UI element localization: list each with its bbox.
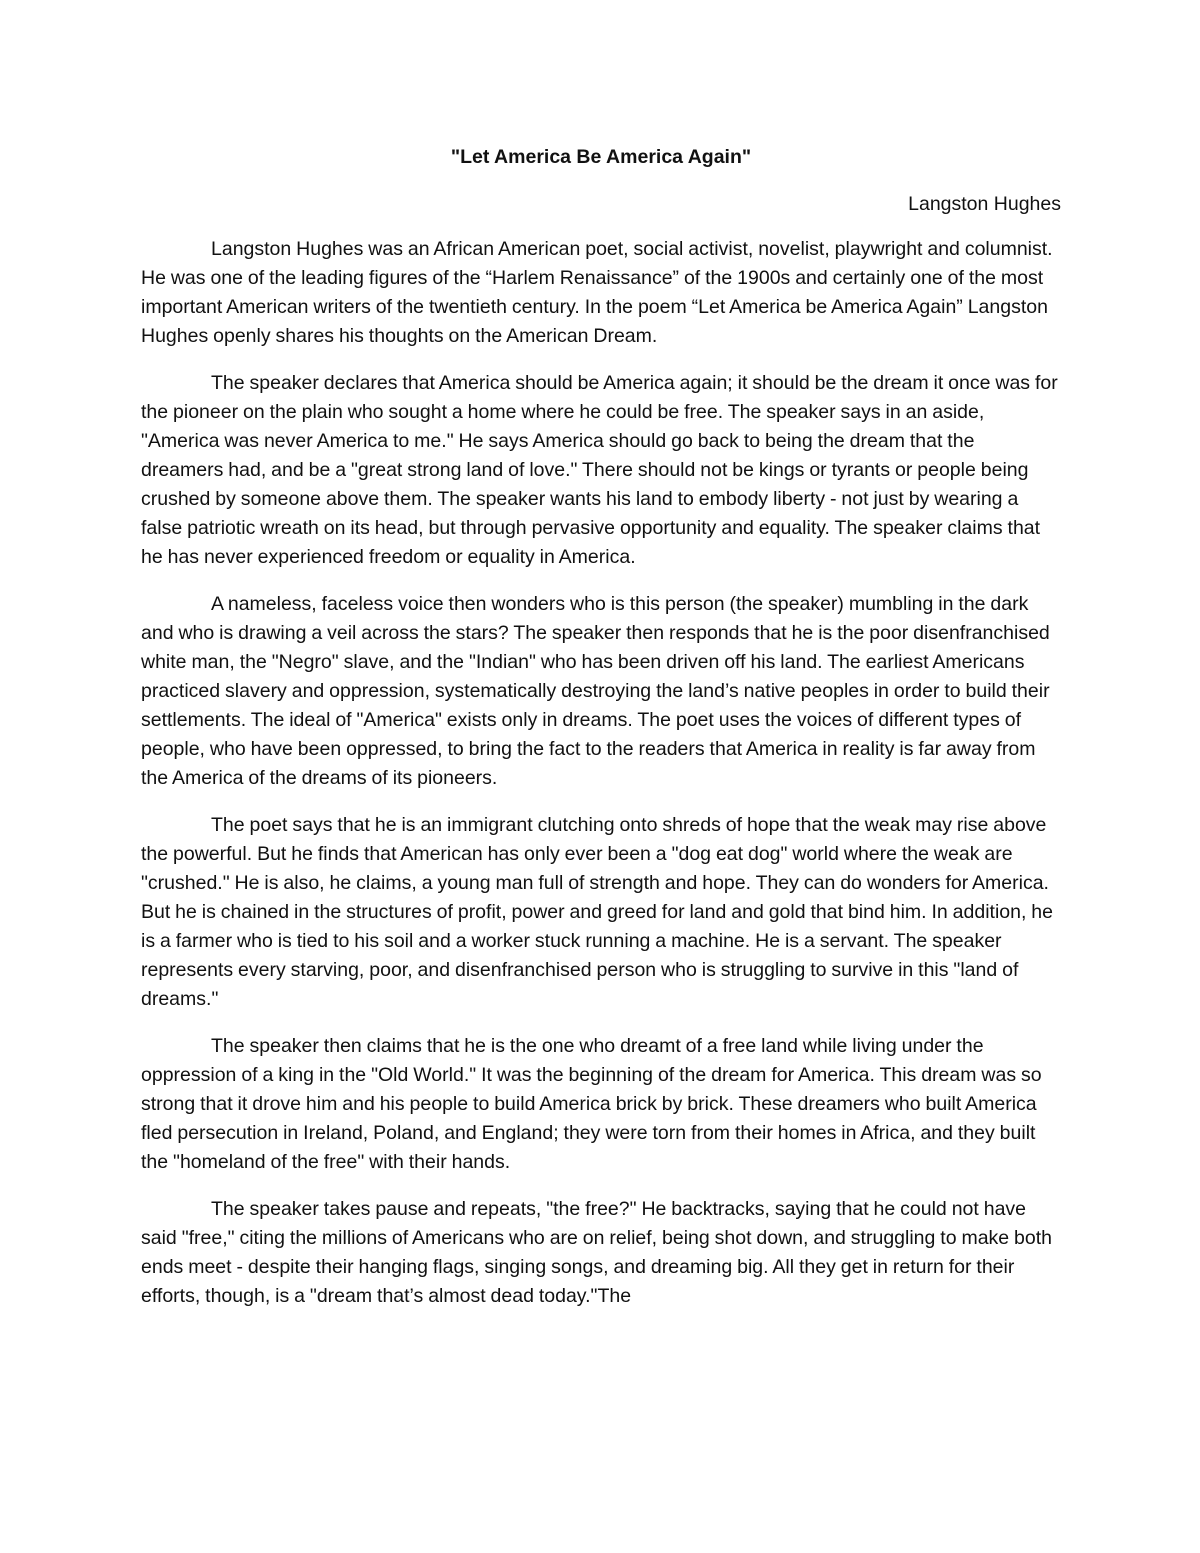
paragraph-speaker-declares: The speaker declares that America should be America again; it should be the dream it once was for the pioneer on the plain who sought a home where he could be free. The speaker says in an aside, "America was never America to me." He says America should go back to being the dream that the dreamers had, and be a "great strong land of love." There should not be kings or tyrants or people being crushed by someone above them. The speaker wants his land to embody liberty - not just by wearing a false patriotic wreath on its head, but through pervasive opportunity and equality. The speaker claims that he has never experienced freedom or equality in America.: [141, 372, 1058, 568]
paragraph-nameless-voice: A nameless, faceless voice then wonders who is this person (the speaker) mumbling in the dark and who is drawing a veil across the stars? The speaker then responds that he is the poor disenfranchised white man, the "Negro" slave, and the "Indian" who has been driven off his land. The earliest Americans practiced slavery and oppression, systematically destroying the land’s native peoples in order to build their settlements. The ideal of "America" exists only in dreams. The poet uses the voices of different types of people, who have been oppressed, to bring the fact to the readers that America in reality is far away from the America of the dreams of its pioneers.: [141, 593, 1050, 789]
document-author: Langston Hughes: [908, 193, 1061, 215]
document-title: "Let America Be America Again": [450, 146, 752, 168]
paragraph-old-world: The speaker then claims that he is the one who dreamt of a free land while living under the oppression of a king in the "Old World." It was the beginning of the dream for America. This dream was so strong that it drove him and his people to build America brick by brick. These dreamers who built America fled persecution in Ireland, Poland, and England; they were torn from their homes in Africa, and they built the "homeland of the free" with their hands.: [141, 1035, 1042, 1173]
paragraph-immigrant: The poet says that he is an immigrant clutching onto shreds of hope that the weak may rise above the powerful. But he finds that American has only ever been a "dog eat dog" world where the weak are "crushed." He is also, he claims, a young man full of strength and hope. They can do wonders for America. But he is chained in the structures of profit, power and greed for land and gold that bind him. In addition, he is a farmer who is tied to his soil and a worker stuck running a machine. He is a servant. The speaker represents every starving, poor, and disenfranchised person who is struggling to survive in this "land of dreams.": [141, 814, 1053, 1010]
paragraph-the-free: The speaker takes pause and repeats, "the free?" He backtracks, saying that he could not have said "free," citing the millions of Americans who are on relief, being shot down, and struggling to make both ends meet - despite their hanging flags, singing songs, and dreaming big. All they get in return for their efforts, though, is a "dream that’s almost dead today."The: [141, 1198, 1053, 1307]
document-body: [141, 143, 1061, 1311]
paragraph-intro: Langston Hughes was an African American poet, social activist, novelist, playwright and columnist. He was one of the leading figures of the “Harlem Renaissance” of the 1900s and certainly one of the most important American writers of the twentieth century. In the poem “Let America be America Again” Langston Hughes openly shares his thoughts on the American Dream.: [141, 238, 1053, 347]
